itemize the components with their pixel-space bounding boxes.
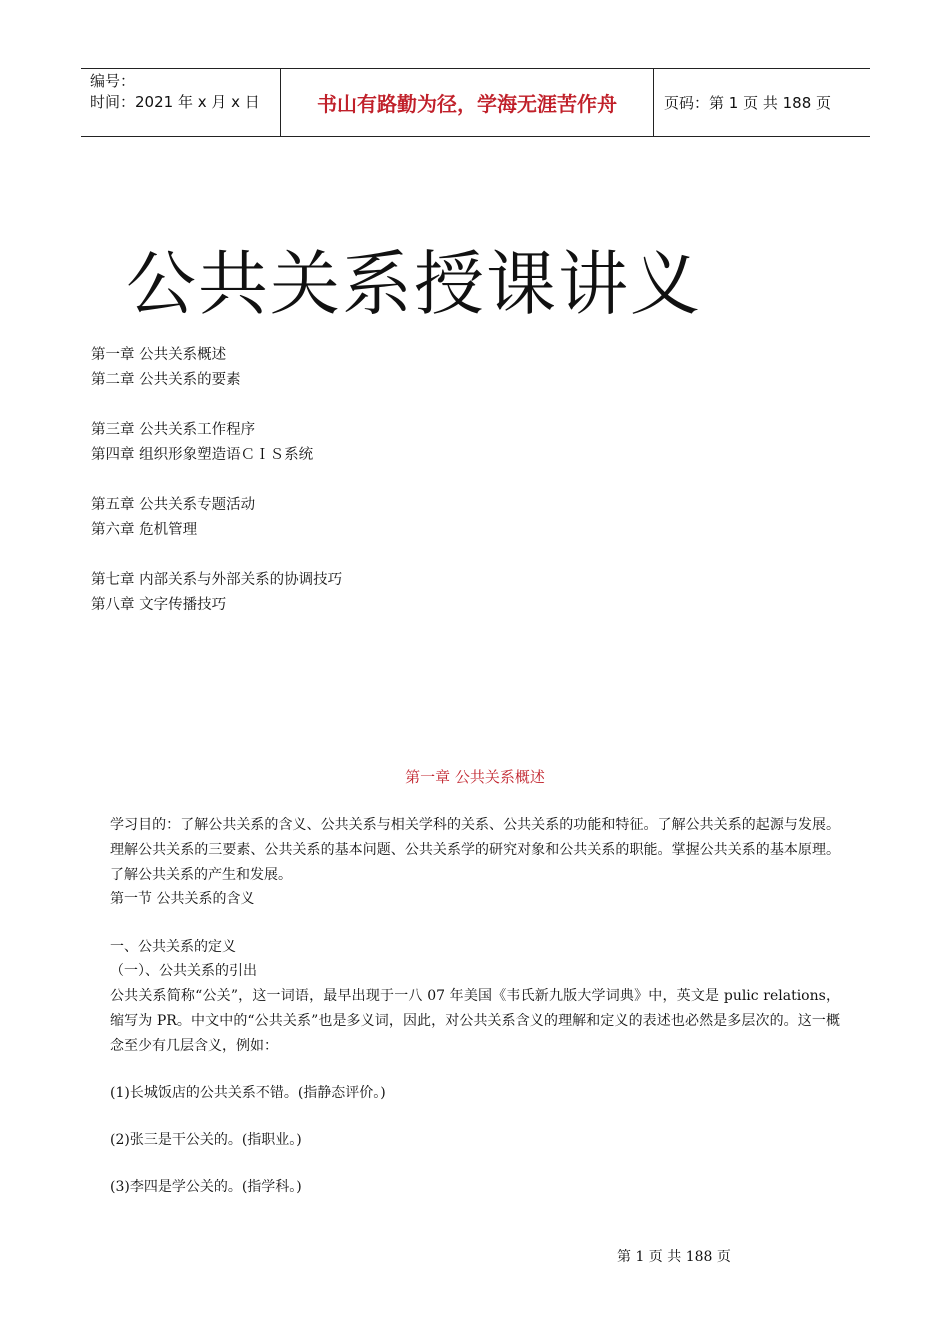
toc-item: 第三章 公共关系工作程序 [91, 422, 256, 438]
document-header [81, 68, 870, 137]
toc-item: 第五章 公共关系专题活动 [91, 497, 256, 513]
toc-item: 第四章 组织形象塑造语ＣＩＳ系统 [91, 447, 314, 463]
document-title: 公共关系授课讲义 [126, 243, 702, 325]
section-heading: 第一节 公共关系的含义 [110, 891, 255, 907]
toc-item: 第一章 公共关系概述 [91, 347, 227, 363]
time-label: 时间：2021 年 x 月 x 日 [90, 93, 260, 111]
intro-paragraph: 公共关系简称“公关”，这一词语，最早出现于一八 07 年美国《韦氏新九版大学词典》中，英文是 pulic relations，缩写为 PR。中文中的“公共关系”也是多义词，因此，对公共关系含义的理解和定义的表述也必然是多层次的。这一概念至少有几层含义，例如： [110, 988, 840, 1054]
code-label: 编号： [90, 72, 136, 90]
toc-item: 第六章 危机管理 [91, 522, 198, 538]
header-motto: 书山有路勤为径，学海无涯苦作舟 [281, 69, 654, 136]
toc-item: 第八章 文字传播技巧 [91, 597, 227, 613]
header-meta-cell [81, 69, 281, 136]
subsection-heading: 一、公共关系的定义 [110, 939, 236, 955]
subsubsection-heading: （一）、公共关系的引出 [110, 963, 257, 979]
header-page-label: 页码：第 1 页 共 188 页 [664, 94, 832, 112]
example-item: (2)张三是干公关的。(指职业。) [110, 1132, 302, 1148]
toc-item: 第二章 公共关系的要素 [91, 372, 241, 388]
page-footer: 第 1 页 共 188 页 [617, 1249, 731, 1265]
example-item: (3)李四是学公关的。(指学科。) [110, 1179, 302, 1195]
learning-objectives: 学习目的：了解公共关系的含义、公共关系与相关学科的关系、公共关系的功能和特征。了解公共关系的起源与发展。理解公共关系的三要素、公共关系的基本问题、公共关系学的研究对象和公共关系的职能。掌握公共关系的基本原理。了解公共关系的产生和发展。 [110, 817, 840, 883]
chapter-heading: 第一章 公共关系概述 [405, 768, 545, 786]
example-item: (1)长城饭店的公共关系不错。(指静态评价。) [110, 1085, 386, 1101]
toc-item: 第七章 内部关系与外部关系的协调技巧 [91, 572, 343, 588]
